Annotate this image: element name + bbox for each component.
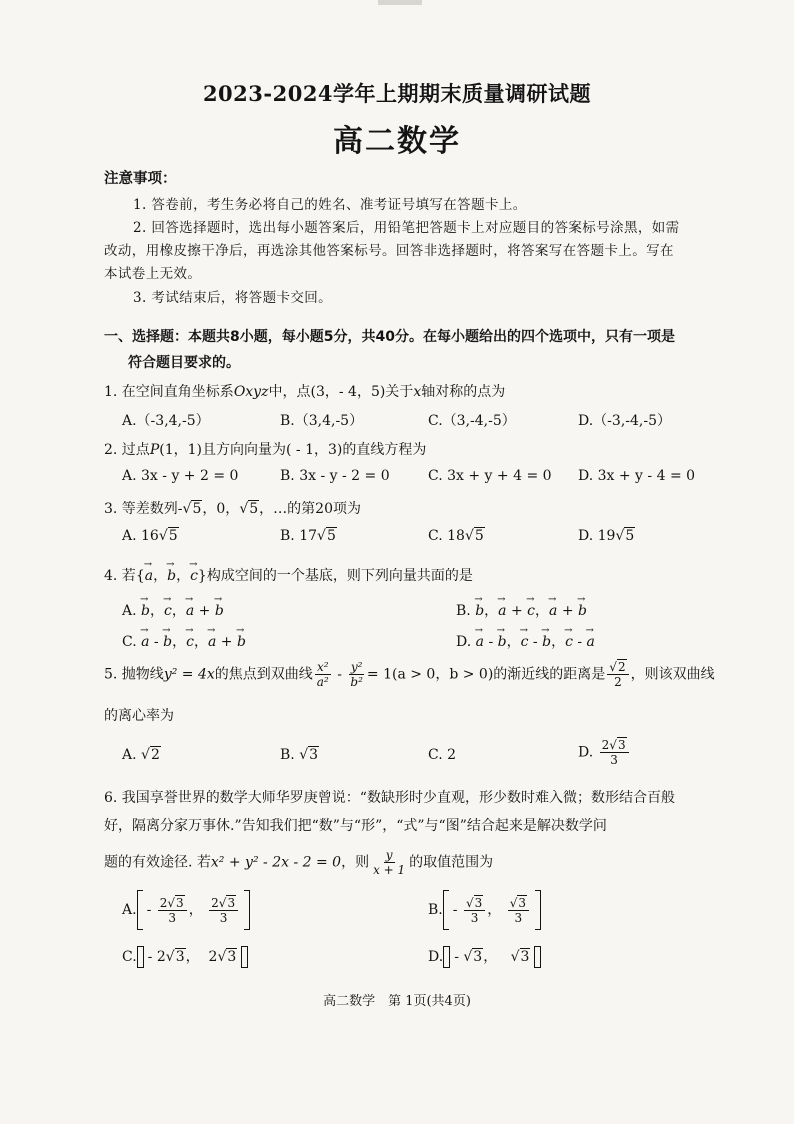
question-4-stem: 4. 若{→ a，→ b，→ c}构成空间的一个基底，则下列向量共面的是 [104, 565, 473, 585]
q6-option-a: A. - $\frac{2√3}{3}$ ， $\frac{2√3}{3}$ [122, 890, 250, 930]
q1-option-d: D.（-3,-4,-5） [578, 413, 671, 429]
question-5-stem-cont: 的离心率为 [104, 708, 174, 724]
q2-option-c: C. 3x + y + 4 = 0 [428, 468, 552, 484]
q6-option-b: B. - $\frac{√3}{3}$ ， $\frac{√3}{3}$ [428, 890, 541, 930]
sqrt-symbol: √5 [464, 528, 484, 544]
page-footer: 高二数学 第 1页(共4页) [323, 994, 471, 1009]
notice-line-2-end: 本试卷上无效。 [104, 266, 202, 282]
sqrt-symbol: √5 [239, 501, 259, 517]
q2-option-d: D. 3x + y - 4 = 0 [578, 468, 696, 484]
notice-line-3: 3. 考试结束后，将答题卡交回。 [133, 290, 333, 306]
question-5-stem: 5. 抛物线y² = 4x的焦点到双曲线 $\frac{\text{x²}}{\text{a²}}$ - $\frac{\text{y²}}{\text{b²}}$ = 1(a > 0，b > 0)的渐近线的距离是 $\frac{√2}{2}$ ，则该双曲线 [104, 660, 715, 689]
subject-title: 高二数学 [333, 124, 461, 159]
q1-option-b: B.（3,4,-5） [280, 413, 364, 429]
question-6-line-1: 6. 我国享誉世界的数学大师华罗庚曾说：“数缺形时少直观，形少数时难入微；数形结合百般 [104, 790, 675, 806]
q1-option-c: C.（3,-4,-5） [428, 413, 516, 429]
q4-option-b: B. → b，→ a + → c，→ a + → b [456, 600, 587, 620]
q1-option-a: A.（-3,4,-5） [122, 413, 210, 429]
question-2-stem: 2. 过点P(1，1)且方向向量为( - 1，3)的直线方程为 [104, 442, 427, 458]
fraction-x2-a2: $\frac{\text{x²}}{\text{a²}}$ [316, 660, 329, 689]
q2-option-b: B. 3x - y - 2 = 0 [280, 468, 390, 484]
q5-option-c: C. 2 [428, 747, 457, 763]
q3-option-c: C. 18√5 [428, 528, 484, 544]
q4-option-d: D. → a - → b，→ c - → b，→ c - → a [456, 631, 595, 651]
q3-option-a: A. 16√5 [122, 528, 178, 544]
question-3-stem: 3. 等差数列-√5，0，√5，…的第20项为 [104, 501, 361, 517]
q3-option-d: D. 19√5 [578, 528, 635, 544]
sqrt-symbol: √5 [317, 528, 336, 544]
notice-line-1: 1. 答卷前，考生务必将自己的姓名、准考证号填写在答题卡上。 [133, 197, 527, 213]
q6-option-c: C. - 2√3， 2√3 [122, 946, 248, 968]
q4-option-a: A. → b，→ c，→ a + → b [122, 600, 224, 620]
q5-option-a: A. √2 [122, 747, 160, 763]
notice-heading: 注意事项： [104, 171, 177, 187]
sqrt-symbol: √5 [182, 501, 202, 517]
notice-line-2: 2. 回答选择题时，选出每小题答案后，用铅笔把答题卡上对应题目的答案标号涂黑，如需 [133, 220, 680, 236]
basis-set: {→ a，→ b，→ c} [136, 568, 207, 584]
q4-option-c: C. → a - → b，→ c，→ a + → b [122, 631, 246, 651]
sqrt-symbol: √5 [615, 528, 635, 544]
fraction-y2-b2: $\frac{\text{y²}}{\text{b²}}$ [350, 660, 363, 689]
scan-artifact [378, 0, 422, 5]
fraction-distance: $\frac{√2}{2}$ [607, 660, 628, 689]
exam-title: 2023-2024学年上期期末质量调研试题 [202, 81, 592, 106]
question-1-stem: 1. 在空间直角坐标系Oxyz中，点(3，- 4，5)关于x轴对称的点为 [104, 384, 506, 400]
section-heading: 一、选择题：本题共8小题，每小题5分，共40分。在每小题给出的四个选项中，只有一项是 [104, 329, 675, 345]
q3-option-b: B. 17√5 [280, 528, 336, 544]
q5-option-b: B. √3 [280, 747, 319, 763]
notice-line-2-cont: 改动，用橡皮擦干净后，再选涂其他答案标号。回答非选择题时，将答案写在答题卡上。写在 [104, 243, 674, 259]
question-6-line-2: 好，隔离分家万事休.”告知我们把“数”与“形”，“式”与“图”结合起来是解决数学问 [104, 818, 607, 834]
question-6-line-3: 题的有效途径. 若x² + y² - 2x - 2 = 0，则 $\frac{y}{x + 1}$ 的取值范围为 [104, 848, 494, 877]
q5-option-d: D. $\frac{2√3}{3}$ [578, 738, 631, 767]
section-heading-cont: 符合题目要求的。 [128, 355, 240, 371]
sqrt-symbol: √5 [158, 528, 178, 544]
q6-option-d: D. - √3， √3 [428, 946, 541, 968]
q2-option-a: A. 3x - y + 2 = 0 [122, 468, 239, 484]
